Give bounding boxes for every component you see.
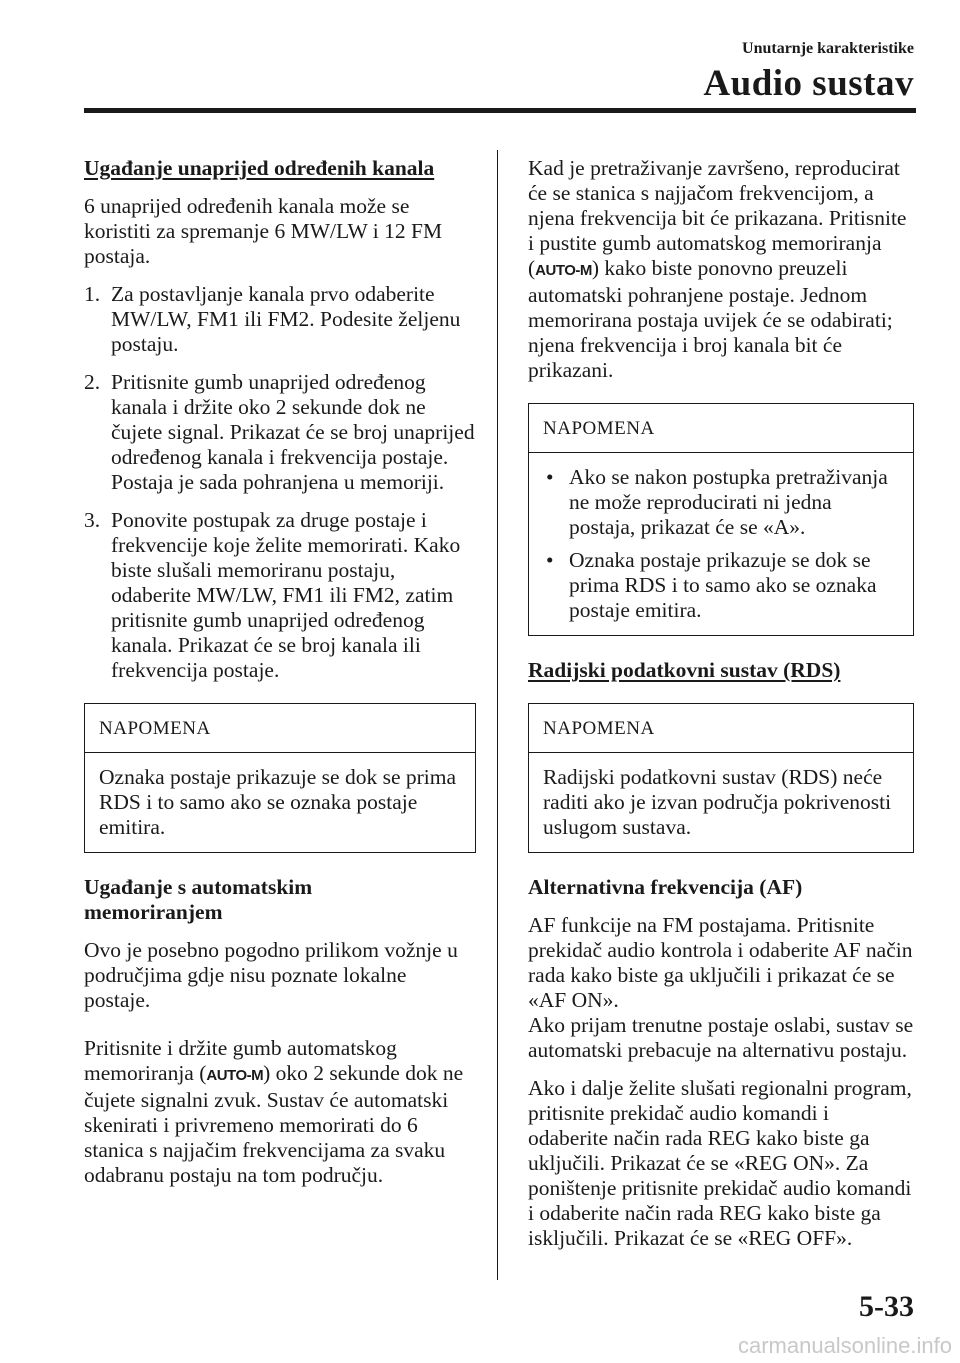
step-text: Za postavljanje kanala prvo odaberite MW/LW, FM1 ili FM2. Podesite željenu postaju.	[111, 282, 461, 356]
paragraph-text: ) oko 2 sekunde dok ne čujete signalni zvuk. Sustav će automatski skenirati i privremeno memorirati do 6 stanica s najjačim frekvencijama za svaku odabranu postaju na tom području.	[84, 1061, 464, 1187]
note-body	[529, 753, 913, 852]
heading-line: Ugađanje s automatskim	[84, 875, 313, 899]
bullet-icon: •	[546, 548, 554, 572]
note-box	[84, 703, 476, 853]
note-header: NAPOMENA	[85, 704, 475, 753]
step-number: 3.	[84, 508, 101, 532]
heading-rds: Radijski podatkovni sustav (RDS)	[528, 658, 841, 682]
note-header: NAPOMENA	[529, 404, 913, 453]
bullet-text: Oznaka postaje prikazuje se dok se prima RDS i to samo ako se oznaka postaje emitira.	[569, 548, 877, 622]
auto-m-button-icon: AUTO-M	[535, 262, 592, 279]
intro-paragraph: 6 unaprijed određenih kanala može se koristiti za spremanje 6 MW/LW i 12 FM postaja.	[84, 194, 443, 268]
page-number: 5-33	[859, 1290, 914, 1323]
watermark: carmanualsonline.info	[737, 1333, 952, 1358]
bullet-text: Ako se nakon postupka pretraživanja ne može reproducirati ni jedna postaja, prikazat će se «A».	[569, 465, 888, 539]
search-complete-paragraph	[528, 156, 914, 383]
note-bullet-list	[543, 465, 899, 623]
step-number: 1.	[84, 282, 101, 306]
auto-memory-paragraph: Ovo je posebno pogodno prilikom vožnje u područjima gdje nisu poznate lokalne postaje.	[84, 938, 458, 1012]
note-bullet-item	[543, 548, 899, 623]
step-item	[84, 370, 476, 495]
af-paragraph: AF funkcije na FM postajama. Pritisnite prekidač audio kontrola i odaberite AF način rada kako biste ga uključili i prikazat će se «AF ON».	[528, 913, 913, 1012]
note-body	[85, 753, 475, 852]
step-item	[84, 508, 476, 683]
paragraph-text: ) kako biste ponovno preuzeli automatski pohranjene postaje. Jednom memorirana postaja uvijek će se odabirati; njena frekvencija i broj kanala bit će prikazani.	[528, 256, 893, 382]
heading-preset-channels: Ugađanje unaprijed određenih kanala	[84, 156, 435, 180]
reg-paragraph: Ako i dalje želite slušati regionalni program, pritisnite prekidač audio komandi i odaberite način rada REG kako biste ga uključili. Prikazat će se «REG ON». Za poništenje pritisnite prekidač audio komandi i odaberite način rada REG kako biste ga isključili. Prikazat će se «REG OFF».	[528, 1076, 912, 1250]
right-column	[528, 156, 914, 1264]
bullet-icon: •	[546, 465, 554, 489]
steps-list	[84, 282, 476, 683]
note-text: Radijski podatkovni sustav (RDS) neće raditi ako je izvan područja pokrivenosti uslugom sustava.	[543, 765, 892, 839]
note-box	[528, 703, 914, 853]
note-header: NAPOMENA	[529, 704, 913, 753]
section-title: Unutarnje karakteristike	[742, 40, 914, 57]
auto-m-button-icon: AUTO-M	[206, 1067, 264, 1084]
heading-auto-memory	[84, 875, 476, 925]
left-column	[84, 156, 476, 1201]
step-number: 2.	[84, 370, 101, 394]
auto-memory-instructions	[84, 1036, 476, 1188]
chapter-title: Audio sustav	[703, 63, 914, 104]
paragraph-text: Pritisnite i držite gumb automatskog memoriranja (	[84, 1036, 397, 1085]
paragraph-text: Kad je pretraživanje završeno, reproducirat će se stanica s najjačom frekvencijom, a njena frekvencija bit će prikazana. Pritisnite i pustite gumb automatskog memoriranja (	[528, 156, 907, 280]
note-bullet-item	[543, 465, 899, 540]
column-divider	[497, 150, 498, 1280]
step-text: Ponovite postupak za druge postaje i frekvencije koje želite memorirati. Kako biste slušali memoriranu postaju, odaberite MW/LW, FM1 ili FM2, zatim pritisnite gumb unaprijed određenog kanala. Prikazat će se broj kanala ili frekvencija postaje.	[111, 508, 461, 682]
heading-line: memoriranjem	[84, 900, 223, 924]
note-body	[529, 453, 913, 635]
note-box	[528, 403, 914, 636]
header-rule	[84, 108, 916, 113]
step-text: Pritisnite gumb unaprijed određenog kanala i držite oko 2 sekunde dok ne čujete signal. Prikazat će se broj unaprijed određenog kanala i frekvencija postaje. Postaja je sada pohranjena u memoriji.	[111, 370, 475, 494]
af-fallback-paragraph: Ako prijam trenutne postaje oslabi, sustav se automatski prebacuje na alternativu postaju.	[528, 1013, 914, 1062]
note-text: Oznaka postaje prikazuje se dok se prima RDS i to samo ako se oznaka postaje emitira.	[99, 765, 457, 839]
step-item	[84, 282, 476, 357]
heading-af: Alternativna frekvencija (AF)	[528, 875, 803, 899]
